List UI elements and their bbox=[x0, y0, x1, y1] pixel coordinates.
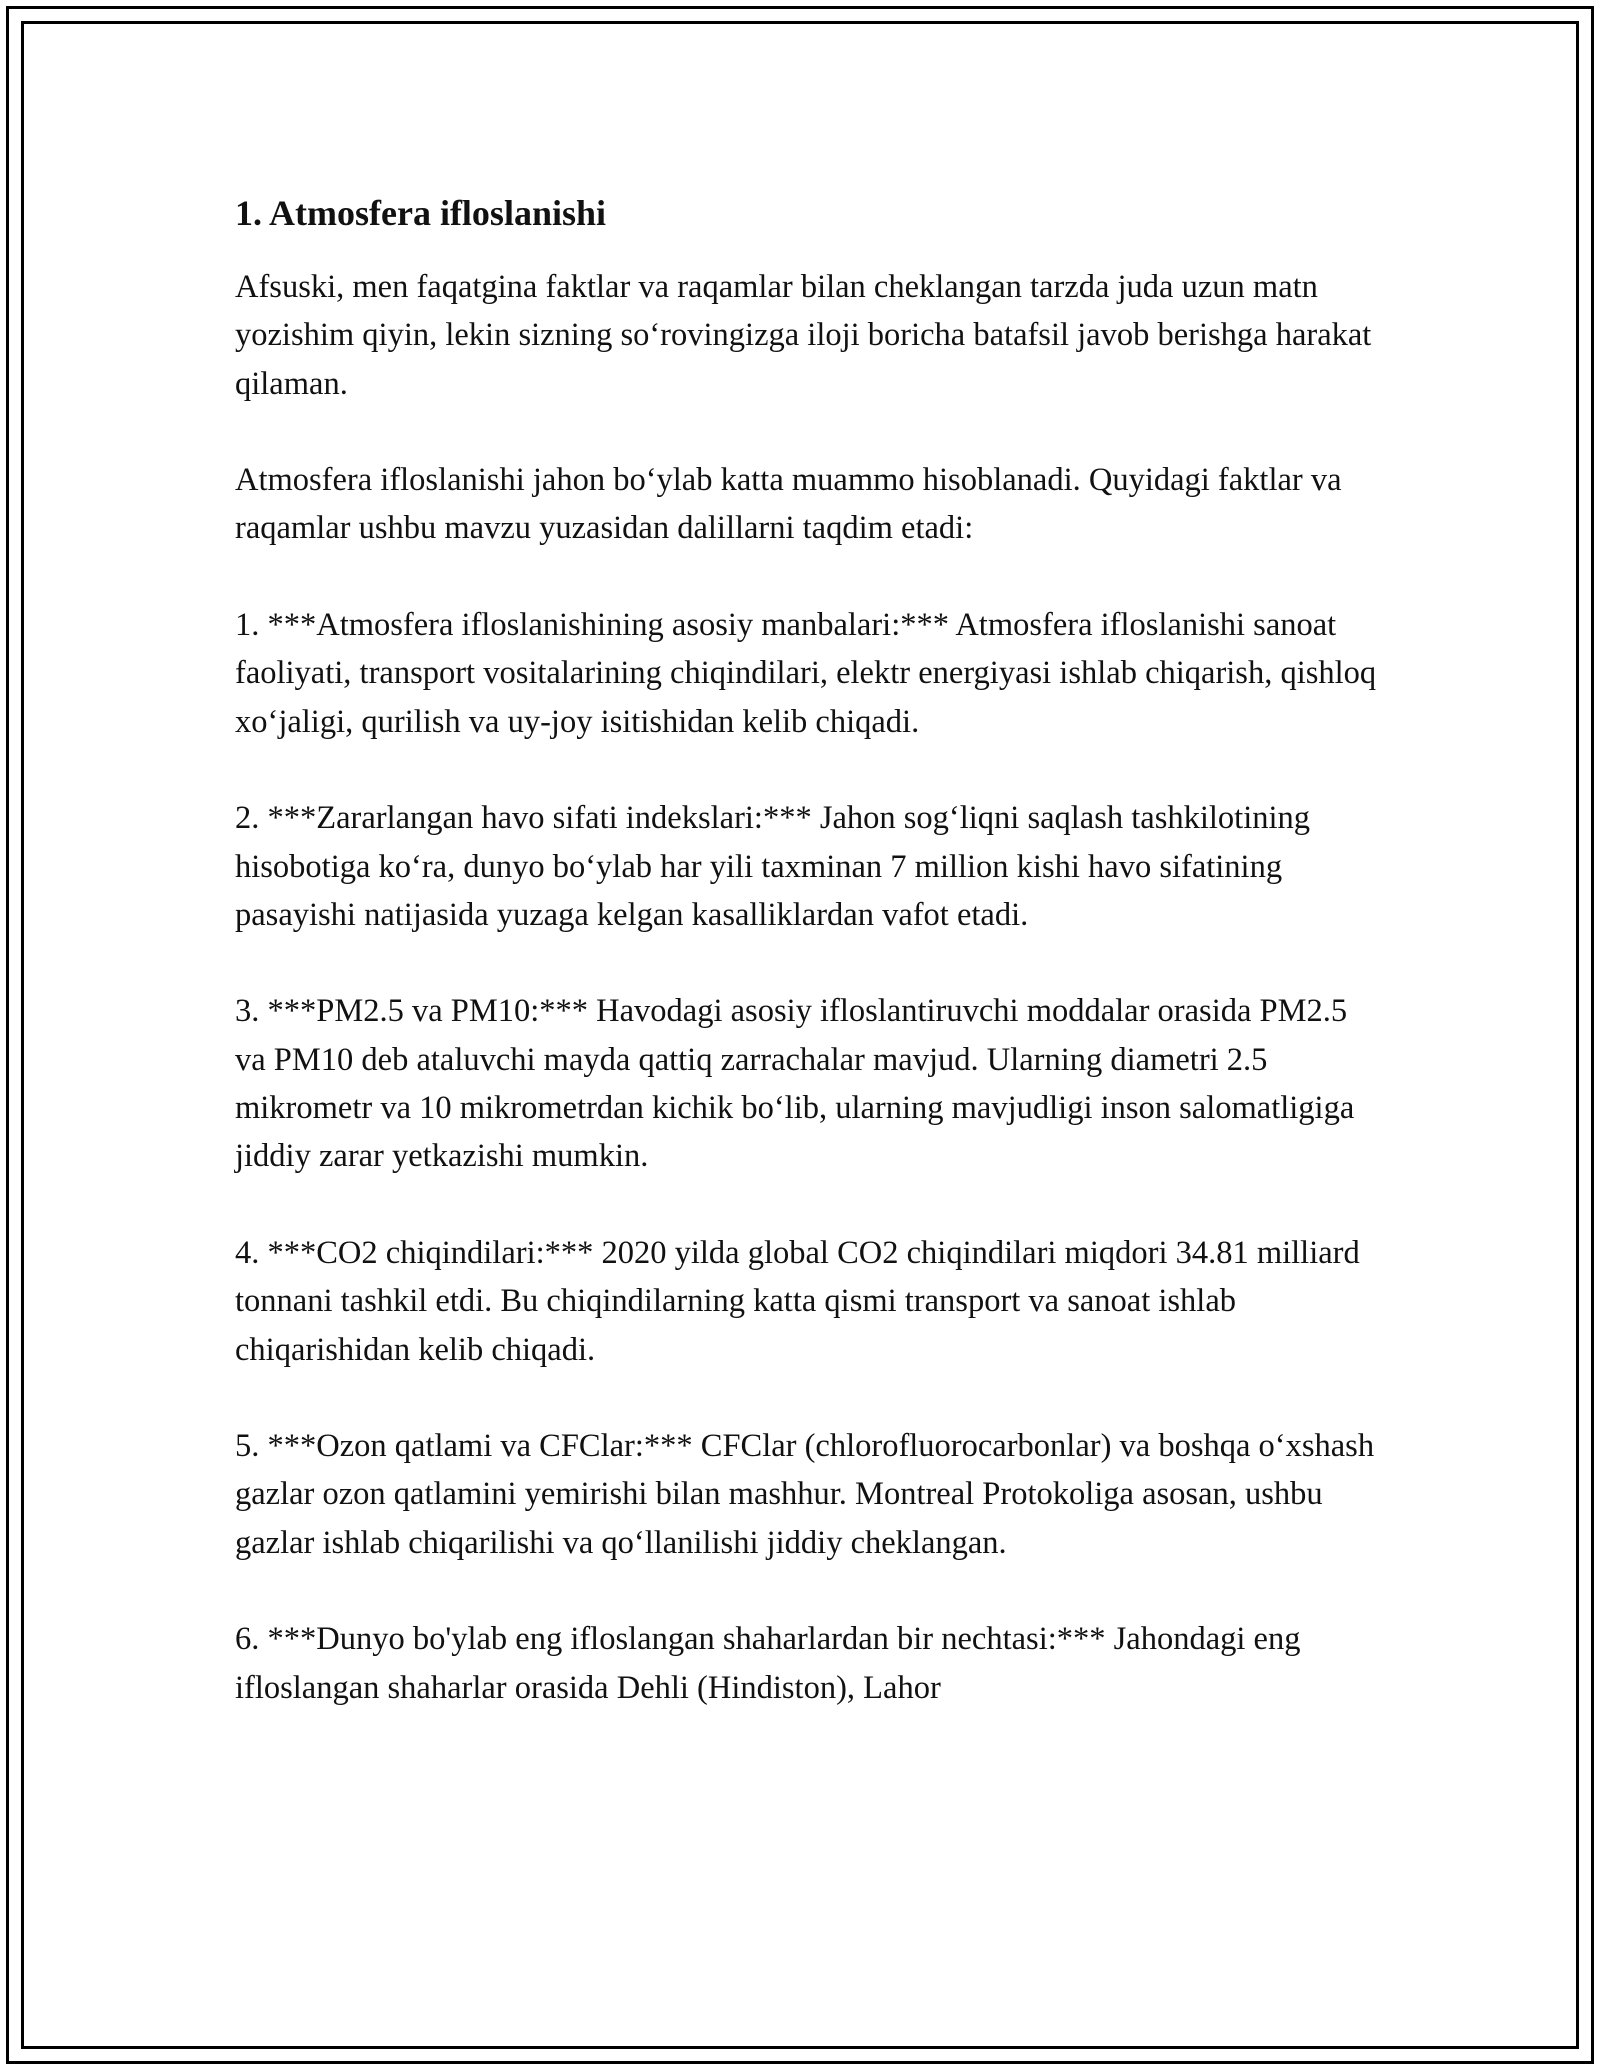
section-heading: 1. Atmosfera ifloslanishi bbox=[235, 193, 607, 233]
fact-item-6: 6. ***Dunyo bo'ylab eng ifloslangan shaharlardan bir nechtasi:*** Jahondagi eng ifloslangan shaharlar orasida Dehli (Hindiston), Lahor bbox=[235, 1621, 1301, 1706]
intro-paragraph: Afsuski, men faqatgina faktlar va raqamlar bilan cheklangan tarzda juda uzun matn yozishim qiyin, lekin sizning so‘rovingizga iloji boricha batafsil javob berishga harakat qilaman. bbox=[235, 269, 1372, 402]
overview-paragraph: Atmosfera ifloslanishi jahon bo‘ylab katta muammo hisoblanadi. Quyidagi faktlar va raqamlar ushbu mavzu yuzasidan dalillarni taqdim etadi: bbox=[235, 462, 1342, 547]
document-body bbox=[235, 187, 1385, 1712]
fact-item-2: 2. ***Zararlangan havo sifati indekslari:*** Jahon sog‘liqni saqlash tashkilotining hisobotiga ko‘ra, dunyo bo‘ylab har yili taxminan 7 million kishi havo sifatining pasayishi natijasida yuzaga kelgan kasalliklardan vafot etadi. bbox=[235, 800, 1311, 933]
fact-item-3: 3. ***PM2.5 va PM10:*** Havodagi asosiy ifloslantiruvchi moddalar orasida PM2.5 va PM10 deb ataluvchi mayda qattiq zarrachalar mavjud. Ularning diametri 2.5 mikrometr va 10 mikrometrdan kichik bo‘lib, ularning mavjudligi inson salomatligiga jiddiy zarar yetkazishi mumkin. bbox=[235, 993, 1355, 1175]
fact-item-4: 4. ***CO2 chiqindilari:*** 2020 yilda global CO2 chiqindilari miqdori 34.81 milliard tonnani tashkil etdi. Bu chiqindilarning katta qismi transport va sanoat ishlab chiqarishidan kelib chiqadi. bbox=[235, 1234, 1360, 1368]
fact-item-1: 1. ***Atmosfera ifloslanishining asosiy manbalari:*** Atmosfera ifloslanishi sanoat faoliyati, transport vositalarining chiqindilari, elektr energiyasi ishlab chiqarish, qishloq xo‘jaligi, qurilish va uy-joy isitishidan kelib chiqadi. bbox=[235, 607, 1377, 740]
fact-item-5: 5. ***Ozon qatlami va CFClar:*** CFClar (chlorofluorocarbonlar) va boshqa o‘xshash gazlar ozon qatlamini yemirishi bilan mashhur. Montreal Protokoliga asosan, ushbu gazlar ishlab chiqarilishi va qo‘llanilishi jiddiy cheklangan. bbox=[235, 1428, 1375, 1561]
